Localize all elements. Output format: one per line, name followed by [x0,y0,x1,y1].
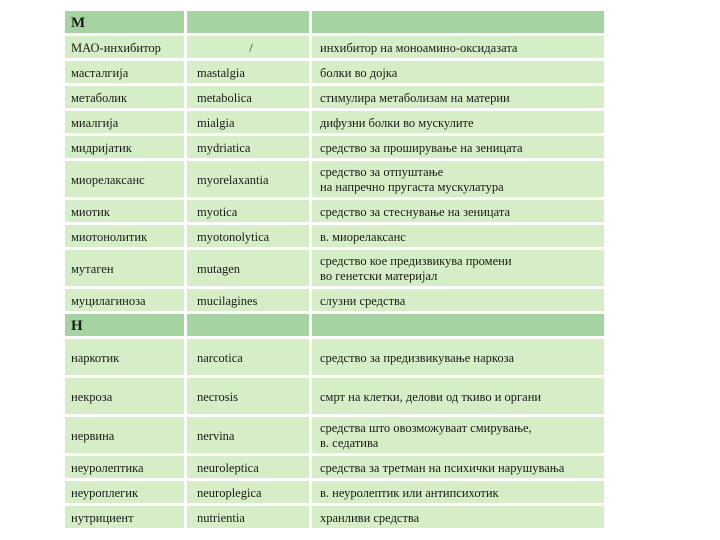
term-macedonian: мидријатик [65,136,184,158]
term-definition: средство за отпуштање на напречно пругаста мускулатура [312,161,604,197]
term-definition: средство за предизвикување наркоза [312,339,604,375]
term-definition: в. миорелаксанс [312,225,604,247]
section-letter: Н [65,314,184,336]
term-macedonian: неуролептика [65,456,184,478]
term-latin: mutagen [187,250,309,286]
term-macedonian: мутаген [65,250,184,286]
term-definition: стимулира метаболизам на материи [312,86,604,108]
term-macedonian: МАО-инхибитор [65,36,184,58]
glossary-row [65,481,604,503]
term-latin: mialgia [187,111,309,133]
term-latin: nutrientia [187,506,309,528]
term-macedonian: нутрициент [65,506,184,528]
term-latin: neuroleptica [187,456,309,478]
term-macedonian: масталгија [65,61,184,83]
header-blank-cell [187,314,309,336]
glossary-row [65,161,604,197]
term-latin: myotonolytica [187,225,309,247]
term-definition: средства што овозможуваат смирување, в. седатива [312,417,604,453]
term-macedonian: муцилагиноза [65,289,184,311]
term-macedonian: миотонолитик [65,225,184,247]
term-macedonian: миалгија [65,111,184,133]
term-latin: / [187,36,309,58]
glossary-row [65,417,604,453]
term-definition: в. неуролептик или антипсихотик [312,481,604,503]
term-latin: narcotica [187,339,309,375]
glossary-row [65,36,604,58]
term-macedonian: наркотик [65,339,184,375]
glossary-row [65,86,604,108]
term-definition: средство кое предизвикува промени во генетски материјал [312,250,604,286]
term-macedonian: миотик [65,200,184,222]
term-definition: хранливи средства [312,506,604,528]
term-latin: mastalgia [187,61,309,83]
term-macedonian: миорелаксанс [65,161,184,197]
glossary-row [65,111,604,133]
term-definition: средства за третман на психички нарушувања [312,456,604,478]
term-definition: средство за проширување на зеницата [312,136,604,158]
term-latin: mucilagines [187,289,309,311]
section-header-row [65,11,604,33]
glossary-row [65,225,604,247]
term-definition: инхибитор на моноамино-оксидазата [312,36,604,58]
term-macedonian: нервина [65,417,184,453]
glossary-row [65,289,604,311]
glossary-row [65,378,604,414]
glossary-row [65,506,604,528]
term-latin: metabolica [187,86,309,108]
header-blank-cell [187,11,309,33]
term-macedonian: неуроплегик [65,481,184,503]
section-header-row [65,314,604,336]
term-latin: myorelaxantia [187,161,309,197]
glossary-row [65,456,604,478]
term-definition: слузни средства [312,289,604,311]
glossary-row [65,200,604,222]
glossary-body [65,11,604,528]
term-definition: средство за стеснување на зеницата [312,200,604,222]
glossary-row [65,136,604,158]
glossary-row [65,339,604,375]
term-macedonian: некроза [65,378,184,414]
header-blank-cell [312,11,604,33]
term-latin: mydriatica [187,136,309,158]
term-definition: дифузни болки во мускулите [312,111,604,133]
glossary-row [65,61,604,83]
term-latin: necrosis [187,378,309,414]
term-latin: myotica [187,200,309,222]
glossary-row [65,250,604,286]
section-letter: М [65,11,184,33]
term-definition: смрт на клетки, делови од ткиво и органи [312,378,604,414]
header-blank-cell [312,314,604,336]
term-latin: nervina [187,417,309,453]
term-definition: болки во дојка [312,61,604,83]
glossary-table [62,8,607,531]
term-latin: neuroplegica [187,481,309,503]
term-macedonian: метаболик [65,86,184,108]
